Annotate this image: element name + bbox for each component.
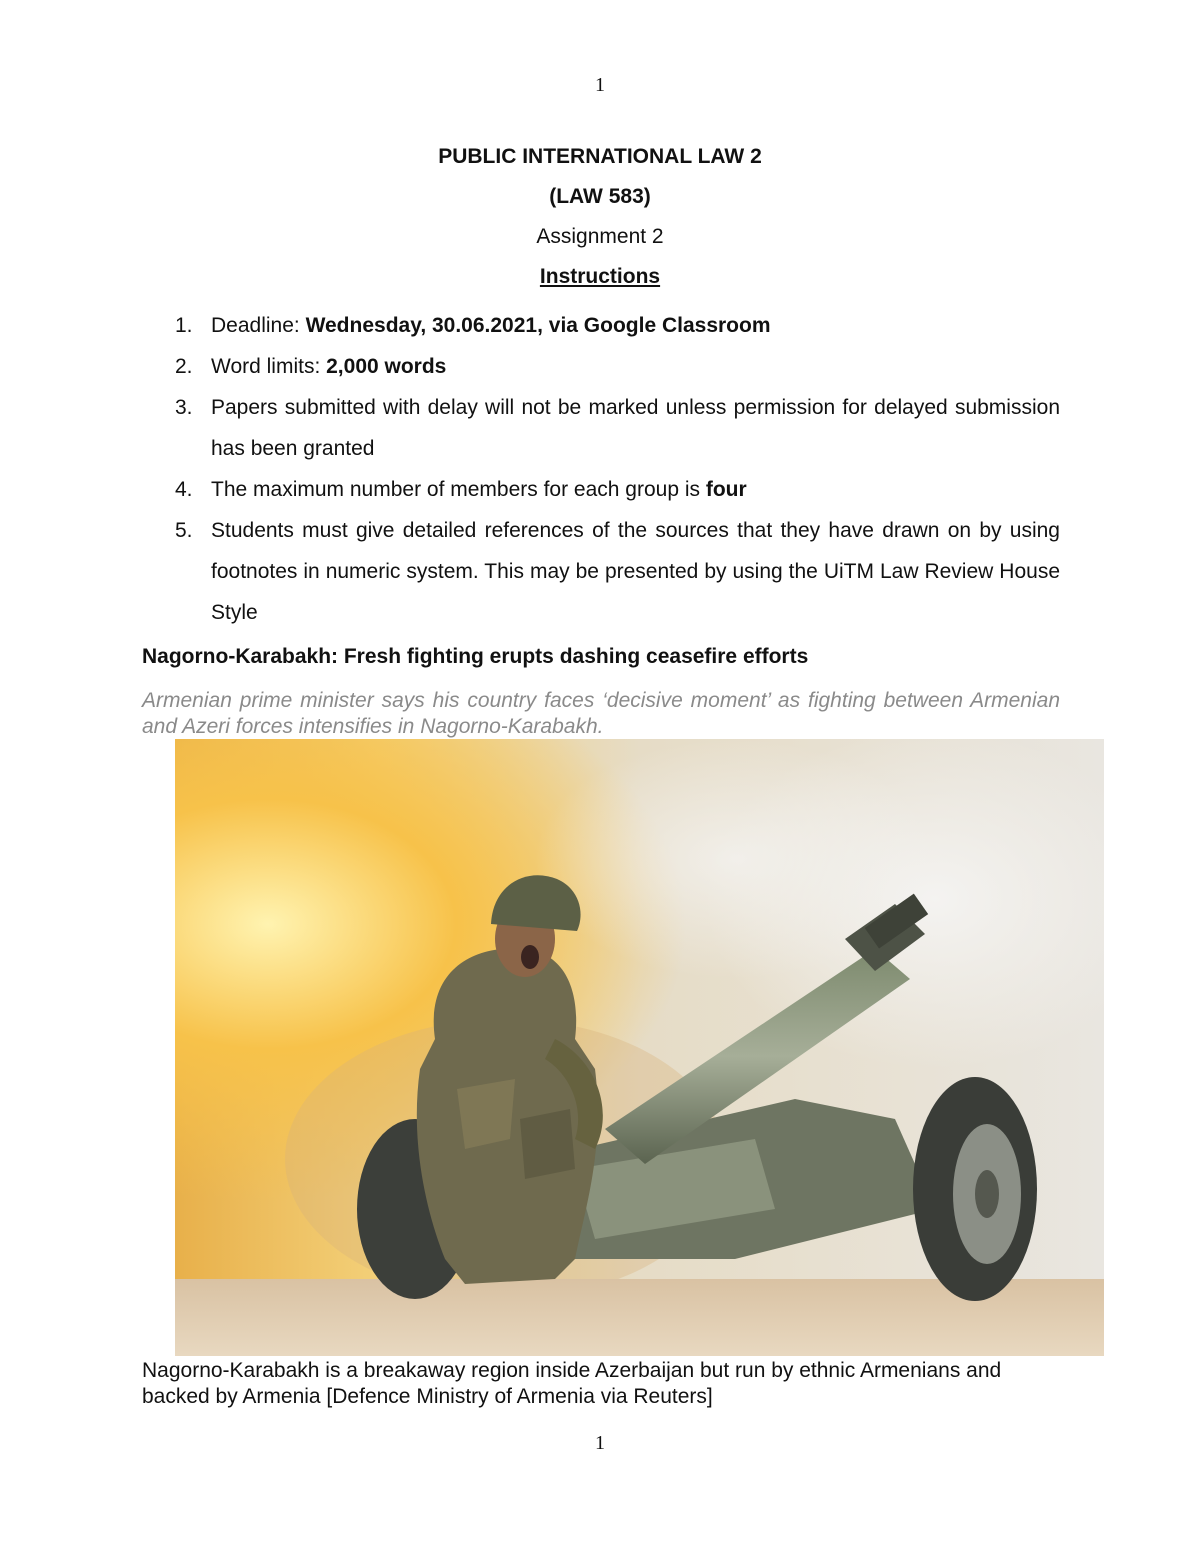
page-number-top: 1 (595, 74, 605, 96)
instruction-item (142, 510, 1060, 633)
instructions-list (142, 305, 1060, 633)
instruction-number: 1. (175, 314, 193, 337)
instruction-number: 4. (175, 478, 193, 501)
instruction-item (142, 346, 1060, 387)
instruction-text: Word limits: (211, 355, 327, 378)
instruction-item (142, 469, 1060, 510)
instruction-item (142, 387, 1060, 469)
assignment-label: Assignment 2 (536, 225, 664, 248)
instruction-emphasis: Wednesday, 30.06.2021, via Google Classroom (305, 314, 771, 337)
instruction-emphasis: four (705, 478, 747, 501)
page-number-bottom: 1 (595, 1432, 605, 1454)
instruction-number: 2. (175, 355, 193, 378)
instructions-heading: Instructions (539, 265, 661, 288)
course-title: PUBLIC INTERNATIONAL LAW 2 (438, 145, 762, 168)
course-code: (LAW 583) (549, 185, 651, 208)
photo-caption: Nagorno-Karabakh is a breakaway region inside Azerbaijan but run by ethnic Armenians and backed by Armenia [Defence Ministry of Armenia via Reuters] (142, 1359, 1002, 1408)
news-photo (175, 739, 1104, 1356)
instruction-number: 3. (175, 396, 193, 419)
article-standfirst: Armenian prime minister says his country faces ‘decisive moment’ as fighting between Armenian and Azeri forces intensifies in Nagorno-Karabakh. (142, 689, 1060, 738)
instruction-text: Papers submitted with delay will not be marked unless permission for delayed submission has been granted (211, 396, 1060, 460)
instruction-text: Students must give detailed references of the sources that they have drawn on by using footnotes in numeric system. This may be presented by using the UiTM Law Review House Style (211, 519, 1060, 624)
article-headline: Nagorno-Karabakh: Fresh fighting erupts dashing ceasefire efforts (142, 645, 809, 668)
instruction-item (142, 305, 1060, 346)
instruction-text: The maximum number of members for each group is (211, 478, 706, 501)
instruction-text: Deadline: (211, 314, 306, 337)
instruction-number: 5. (175, 519, 193, 542)
instruction-emphasis: 2,000 words (326, 355, 447, 378)
